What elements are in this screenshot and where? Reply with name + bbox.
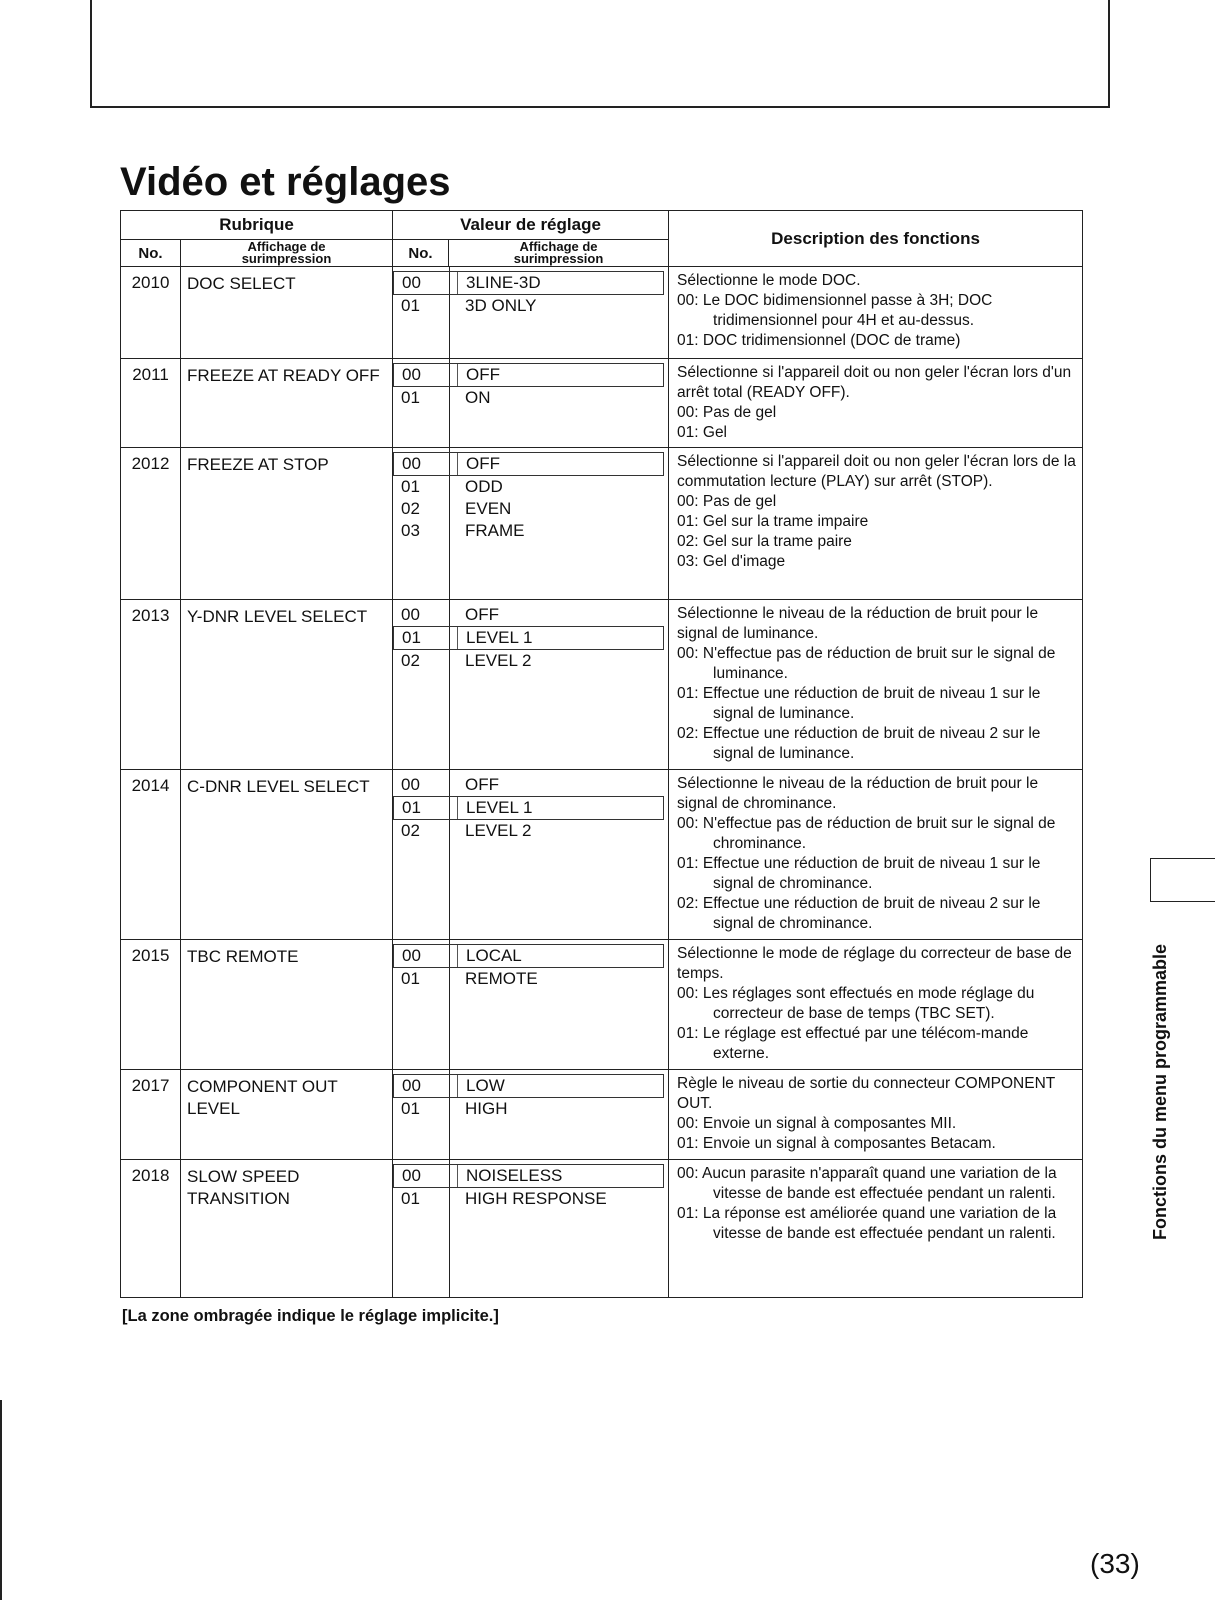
value-display: LOCAL — [466, 946, 522, 965]
description-text: Sélectionne si l'appareil doit ou non geler l'écran lors d'un arrêt total (READY OFF). — [677, 364, 1072, 401]
header-affichage-line1: Affichage de — [247, 239, 326, 254]
row-values — [393, 267, 669, 359]
item-name-line: COMPONENT OUT — [187, 1077, 338, 1096]
row-number: 2010 — [121, 267, 181, 359]
item-name-line: FREEZE AT STOP — [187, 455, 329, 474]
description-option: 02: Effectue une réduction de bruit de niveau 2 sur le signal de luminance. — [677, 725, 1041, 762]
value-option — [393, 476, 668, 498]
description-option: 01: DOC tridimensionnel (DOC de trame) — [677, 332, 961, 349]
description-option: 01: La réponse est améliorée quand une variation de la vitesse de bande est effectuée pendant un ralenti. — [677, 1205, 1057, 1242]
value-display: OFF — [466, 454, 501, 473]
header-description: Description des fonctions — [669, 211, 1083, 267]
value-number: 02 — [401, 499, 420, 518]
item-name-line: Y-DNR LEVEL SELECT — [187, 607, 368, 626]
description-text: Sélectionne si l'appareil doit ou non geler l'écran lors de la commutation lecture (PLAY) sur arrêt (STOP). — [677, 453, 1076, 490]
row-values — [393, 448, 669, 600]
row-number: 2013 — [121, 600, 181, 770]
value-option — [393, 820, 668, 842]
value-display: OFF — [465, 775, 500, 794]
description-option: 02: Effectue une réduction de bruit de niveau 2 sur le signal de chrominance. — [677, 895, 1041, 932]
margin-mark — [0, 1400, 2, 1600]
value-display: EVEN — [465, 499, 512, 518]
description-text: Sélectionne le niveau de la réduction de bruit pour le signal de chrominance. — [677, 775, 1039, 812]
row-number: 2012 — [121, 448, 181, 600]
top-frame-box — [90, 0, 1110, 108]
value-display: 3D ONLY — [465, 296, 537, 315]
table-row — [121, 267, 1083, 359]
value-option — [393, 650, 668, 672]
table-row — [121, 770, 1083, 940]
value-display: LEVEL 1 — [466, 798, 533, 817]
description-text: Sélectionne le niveau de la réduction de bruit pour le signal de luminance. — [677, 605, 1039, 642]
header-valeur: Valeur de réglage — [393, 211, 669, 240]
row-description — [669, 359, 1083, 448]
page-number: (33) — [1090, 1548, 1140, 1579]
value-display: HIGH RESPONSE — [465, 1189, 607, 1208]
default-value-option — [393, 1164, 664, 1188]
default-value-option — [393, 1074, 664, 1098]
default-value-option — [393, 271, 664, 295]
description-option: 00: N'effectue pas de réduction de bruit sur le signal de luminance. — [677, 645, 1056, 682]
row-values — [393, 940, 669, 1070]
default-value-option — [393, 452, 664, 476]
value-option — [393, 387, 668, 409]
value-number: 00 — [401, 775, 420, 794]
item-name-line: SLOW SPEED — [187, 1167, 300, 1186]
value-number: 00 — [394, 1165, 458, 1187]
description-option: 00: Le DOC bidimensionnel passe à 3H; DOC tridimensionnel pour 4H et au-dessus. — [677, 292, 993, 329]
value-display: ODD — [465, 477, 503, 496]
description-option: 01: Gel sur la trame impaire — [677, 513, 869, 530]
description-text: Règle le niveau de sortie du connecteur COMPONENT OUT. — [677, 1075, 1055, 1112]
row-number: 2015 — [121, 940, 181, 1070]
description-option: 01: Effectue une réduction de bruit de niveau 1 sur le signal de luminance. — [677, 685, 1041, 722]
value-number: 00 — [394, 945, 458, 967]
value-number: 02 — [401, 651, 420, 670]
section-tab-marker — [1150, 858, 1215, 902]
value-option — [393, 774, 668, 796]
value-number: 01 — [401, 296, 420, 315]
page-title: Vidéo et réglages — [120, 160, 451, 204]
table-row — [121, 359, 1083, 448]
value-display: LEVEL 2 — [465, 821, 532, 840]
description-text: Sélectionne le mode DOC. — [677, 272, 861, 289]
value-number: 01 — [401, 969, 420, 988]
settings-table — [120, 210, 1083, 1298]
row-item-name — [181, 359, 393, 448]
value-option — [393, 968, 668, 990]
value-display: HIGH — [465, 1099, 508, 1118]
value-display: OFF — [466, 365, 501, 384]
item-name-line: DOC SELECT — [187, 274, 296, 293]
value-display: 3LINE-3D — [466, 273, 541, 292]
value-option — [393, 295, 668, 317]
item-name-line: C-DNR LEVEL SELECT — [187, 777, 370, 796]
table-row — [121, 600, 1083, 770]
row-number: 2018 — [121, 1160, 181, 1298]
header-item-display — [181, 240, 393, 267]
item-name-line: LEVEL — [187, 1099, 240, 1118]
value-number: 00 — [394, 453, 458, 475]
description-option: 00: Aucun parasite n'apparaît quand une variation de la vitesse de bande est effectuée pendant un ralenti. — [677, 1165, 1057, 1202]
row-item-name — [181, 1070, 393, 1160]
description-option: 02: Gel sur la trame paire — [677, 533, 852, 550]
header-affichage-line2: surimpression — [241, 251, 332, 266]
value-option — [393, 1098, 668, 1120]
description-option: 03: Gel d'image — [677, 553, 786, 570]
item-name-line: TRANSITION — [187, 1189, 290, 1208]
value-number: 00 — [394, 272, 458, 294]
header-affichage-line1: Affichage de — [519, 239, 598, 254]
value-display: NOISELESS — [466, 1166, 563, 1185]
value-number: 01 — [401, 1189, 420, 1208]
row-item-name — [181, 940, 393, 1070]
table-row — [121, 1160, 1083, 1298]
table-row — [121, 940, 1083, 1070]
header-value-display — [449, 240, 669, 267]
row-description — [669, 448, 1083, 600]
row-values — [393, 1160, 669, 1298]
row-item-name — [181, 600, 393, 770]
description-option: 00: Envoie un signal à composantes MII. — [677, 1115, 957, 1132]
footnote: [La zone ombragée indique le réglage implicite.] — [122, 1307, 499, 1325]
description-option: 01: Envoie un signal à composantes Betacam. — [677, 1135, 996, 1152]
value-display: FRAME — [465, 521, 525, 540]
header-rubrique: Rubrique — [121, 211, 393, 240]
value-number: 00 — [394, 1075, 458, 1097]
value-number: 03 — [401, 521, 420, 540]
row-description — [669, 600, 1083, 770]
header-affichage-line2: surimpression — [513, 251, 604, 266]
description-option: 00: Les réglages sont effectués en mode réglage du correcteur de base de temps (TBC SET). — [677, 985, 1035, 1022]
row-item-name — [181, 267, 393, 359]
value-option — [393, 604, 668, 626]
value-number: 00 — [401, 605, 420, 624]
row-description — [669, 770, 1083, 940]
value-option — [393, 520, 668, 542]
value-number: 01 — [394, 627, 458, 649]
value-number: 01 — [401, 1099, 420, 1118]
value-number: 02 — [401, 821, 420, 840]
value-option — [393, 498, 668, 520]
default-value-option — [393, 944, 664, 968]
table-row — [121, 448, 1083, 600]
side-section-label: Fonctions du menu programmable — [1150, 943, 1170, 1240]
row-item-name — [181, 770, 393, 940]
row-description — [669, 940, 1083, 1070]
value-option — [393, 1188, 668, 1210]
value-display: LOW — [466, 1076, 505, 1095]
row-number: 2017 — [121, 1070, 181, 1160]
value-number: 01 — [401, 388, 420, 407]
description-option: 01: Le réglage est effectué par une télécom-mande externe. — [677, 1025, 1029, 1062]
row-description — [669, 1070, 1083, 1160]
row-values — [393, 359, 669, 448]
value-number: 01 — [394, 797, 458, 819]
table-row — [121, 1070, 1083, 1160]
row-number: 2011 — [121, 359, 181, 448]
row-values — [393, 1070, 669, 1160]
default-value-option — [393, 626, 664, 650]
header-item-no: No. — [121, 240, 181, 267]
item-name-line: FREEZE AT READY OFF — [187, 366, 380, 385]
description-text: Sélectionne le mode de réglage du correcteur de base de temps. — [677, 945, 1072, 982]
default-value-option — [393, 363, 664, 387]
value-display: OFF — [465, 605, 500, 624]
value-number: 00 — [394, 364, 458, 386]
row-description — [669, 267, 1083, 359]
value-display: ON — [465, 388, 491, 407]
header-value-no: No. — [393, 240, 449, 267]
value-display: REMOTE — [465, 969, 538, 988]
row-description — [669, 1160, 1083, 1298]
value-number: 01 — [401, 477, 420, 496]
row-item-name — [181, 1160, 393, 1298]
value-display: LEVEL 2 — [465, 651, 532, 670]
value-display: LEVEL 1 — [466, 628, 533, 647]
row-item-name — [181, 448, 393, 600]
row-values — [393, 600, 669, 770]
description-option: 00: N'effectue pas de réduction de bruit sur le signal de chrominance. — [677, 815, 1056, 852]
description-option: 01: Gel — [677, 424, 728, 441]
description-option: 00: Pas de gel — [677, 493, 777, 510]
description-option: 01: Effectue une réduction de bruit de niveau 1 sur le signal de chrominance. — [677, 855, 1041, 892]
table-body — [121, 267, 1083, 1298]
row-number: 2014 — [121, 770, 181, 940]
default-value-option — [393, 796, 664, 820]
item-name-line: TBC REMOTE — [187, 947, 299, 966]
description-option: 00: Pas de gel — [677, 404, 777, 421]
row-values — [393, 770, 669, 940]
